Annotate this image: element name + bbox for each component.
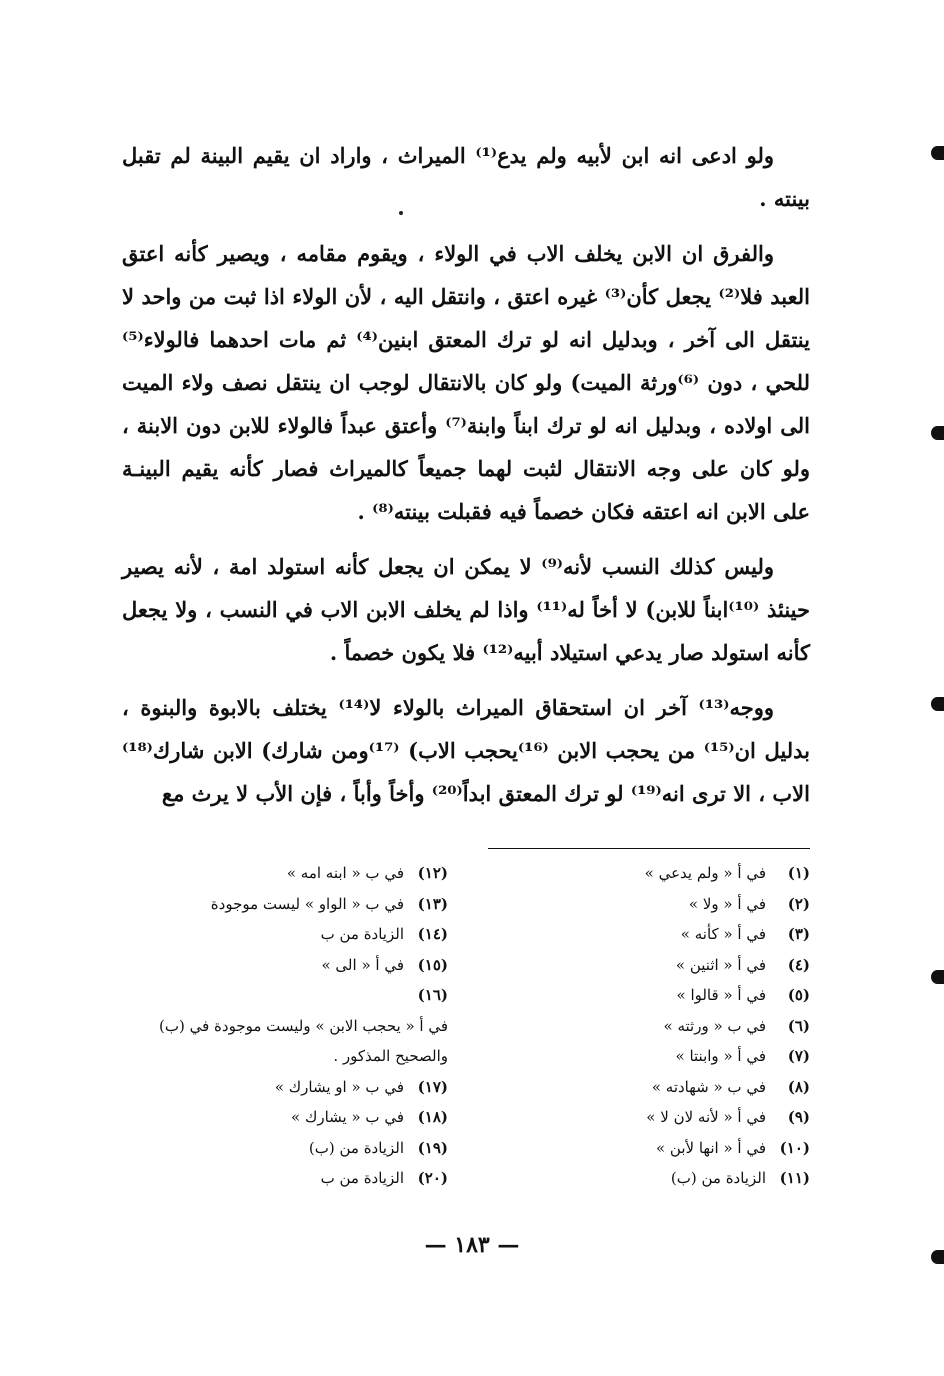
footnote-item — [510, 889, 810, 920]
footnote-item — [510, 1102, 810, 1133]
footnote-text: الزيادة من ب — [320, 1169, 404, 1187]
footnote-number: (١٩) — [417, 1138, 448, 1157]
footnote-text: في أ « ولا » — [688, 894, 766, 913]
footnote-item — [510, 1133, 810, 1164]
paragraph-3: وليس كذلك النسب لأنه⁽⁹⁾ لا يمكن ان يجعل كأنه استولد امة ، لأنه يصير حينئذ ⁽¹⁰⁾ابناً للابن) لا أخاً له⁽¹¹⁾ واذا لم يخلف الابن الاب في النسب ، ولا يجعل كأنه استولد صار يدعي استيلاد أبيه⁽¹²⁾ فلا يكون خصماً . — [122, 554, 810, 665]
footnote-item — [510, 1163, 810, 1194]
footnote-number: (٢٠) — [417, 1169, 448, 1187]
page-number: — ١٨٣ — — [424, 1232, 520, 1258]
footnote-item — [510, 858, 810, 889]
footnote-text: في ب « او يشارك » — [274, 1077, 404, 1096]
footnote-text: في أ « الى » — [321, 955, 404, 974]
margin-mark — [931, 697, 944, 711]
footnote-number: (١٥) — [417, 955, 448, 974]
footnote-text: في ب « يشارك » — [291, 1108, 404, 1126]
footnote-item — [118, 1133, 448, 1164]
footnote-text: في أ « انها لأبن » — [655, 1138, 766, 1157]
footnote-text: الزيادة من (ب) — [308, 1138, 404, 1157]
main-text — [122, 134, 810, 827]
margin-mark — [931, 1250, 944, 1264]
footnote-item — [118, 1102, 448, 1133]
footnote-text: في ب « ورثته » — [663, 1016, 766, 1035]
footnote-item — [510, 1011, 810, 1042]
footnote-number: (١٠) — [779, 1138, 810, 1157]
footnote-text: في أ « اثنين » — [675, 955, 766, 974]
margin-mark — [931, 970, 944, 984]
footnote-number: (١٧) — [417, 1077, 448, 1096]
footnote-number: (٩) — [787, 1108, 810, 1126]
footnote-item — [510, 980, 810, 1011]
footnote-item — [118, 919, 448, 950]
footnote-text: في أ « قالوا » — [676, 986, 766, 1004]
footnote-text: في أ « كأنه » — [680, 925, 766, 943]
footnote-number: (١٣) — [417, 894, 448, 913]
paragraph-4: ووجه⁽¹³⁾ آخر ان استحقاق الميراث بالولاء لا⁽¹⁴⁾ يختلف بالابوة والبنوة ، بدليل ان⁽¹⁵⁾ من يحجب الابن ⁽¹⁶⁾يحجب الاب) ⁽¹⁷⁾ومن شارك) الابن شارك⁽¹⁸⁾ الاب ، الا ترى انه⁽¹⁹⁾ لو ترك المعتق ابداً⁽²⁰⁾ وأخاً وأباً ، فإن الأب لا يرث مع — [122, 695, 810, 806]
ink-speck — [399, 211, 403, 215]
paragraph-1: ولو ادعى انه ابن لأبيه ولم يدع⁽¹⁾ الميراث ، واراد ان يقيم البينة لم تقبل بينته . — [122, 143, 810, 211]
footnote-text: في أ « لأنه لان لا » — [646, 1108, 766, 1126]
footnote-item — [118, 1072, 448, 1103]
footnote-item — [510, 1041, 810, 1072]
footnote-number: (٥) — [787, 986, 810, 1004]
footnote-text: الزيادة من (ب) — [670, 1169, 766, 1187]
footnote-item — [510, 1072, 810, 1103]
paragraph-2: والفرق ان الابن يخلف الاب في الولاء ، ويقوم مقامه ، ويصير كأنه اعتق العبد فلا⁽²⁾ يجعل كأن⁽³⁾ غيره اعتق ، وانتقل اليه ، لأن الولاء اذا ثبت من واحد لا ينتقل الى آخر ، وبدليل انه لو ترك المعتق ابنين⁽⁴⁾ ثم مات احدهما فالولاء⁽⁵⁾ للحي ، دون ⁽⁶⁾ورثة الميت) ولو كان بالانتقال لوجب ان ينتقل نصف ولاء الميت الى اولاده ، وبدليل انه لو ترك ابناً وابنة⁽⁷⁾ وأعتق عبداً فالولاء للابن دون الابنة ، ولو كان على وجه الانتقال لثبت لهما جميعاً كالميراث فصار كأنه يقيم البينـة على الابن انه اعتقه فكان خصماً فيه فقبلت بينته⁽⁸⁾ . — [122, 241, 810, 524]
footnote-number: (١) — [787, 864, 810, 882]
footnote-item — [118, 980, 448, 1072]
footnote-number: (٤) — [787, 955, 810, 974]
footnote-item — [510, 950, 810, 981]
footnote-number: (١٨) — [417, 1108, 448, 1126]
footnote-number: (١٤) — [417, 925, 448, 943]
footnote-item — [118, 1163, 448, 1194]
footnote-number: (٧) — [787, 1047, 810, 1065]
footnote-item — [118, 889, 448, 920]
footnote-separator — [488, 848, 810, 849]
footnote-number: (٢) — [787, 894, 810, 913]
footnote-item — [118, 950, 448, 981]
footnote-number: (١١) — [779, 1169, 810, 1187]
footnote-text: في ب « الواو » ليست موجودة — [210, 894, 404, 913]
footnote-number: (٣) — [787, 925, 810, 943]
footnote-number: (٦) — [787, 1016, 810, 1035]
footnote-text: في أ « يحجب الابن » وليست موجودة في (ب) والصحيح المذكور . — [159, 1016, 448, 1065]
footnote-item — [118, 858, 448, 889]
footnote-item — [510, 919, 810, 950]
footnote-text: في أ « وابنتا » — [675, 1047, 766, 1065]
margin-mark — [931, 426, 944, 440]
footnote-text: في ب « ابنه امه » — [286, 864, 404, 882]
footnote-text: الزيادة من ب — [320, 925, 404, 943]
footnotes-left-column — [118, 858, 448, 1194]
footnote-number: (١٦) — [417, 986, 448, 1004]
margin-mark — [931, 146, 944, 160]
footnote-text: في ب « شهادته » — [651, 1077, 766, 1096]
footnote-number: (٨) — [787, 1077, 810, 1096]
footnotes-right-column — [510, 858, 810, 1194]
footnote-number: (١٢) — [417, 864, 448, 882]
footnote-text: في أ « ولم يدعي » — [644, 864, 766, 882]
